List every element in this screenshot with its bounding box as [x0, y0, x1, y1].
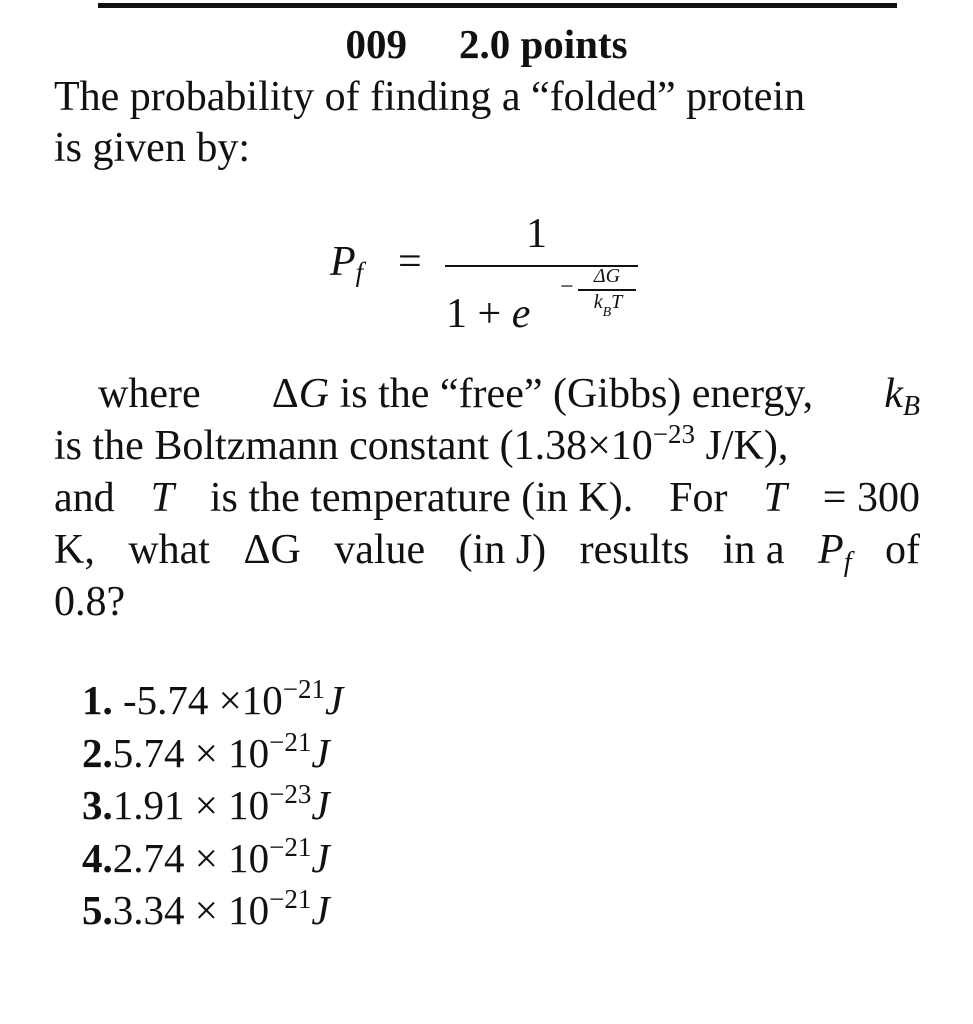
intro-line-1: The probability of finding a “folded” protein [54, 74, 806, 120]
top-rule [98, 3, 897, 8]
formula-lhs: $P_f$ [330, 239, 364, 287]
probability-formula [330, 210, 650, 337]
formula-numerator: 1 [526, 211, 547, 257]
question-number: 009 [345, 21, 407, 67]
answer-choice-3[interactable]: $3.1.91 \times 10^{-23}J$ [82, 779, 330, 828]
body-line-3: and T is the temperature (in K). For T = 300 [54, 475, 920, 521]
exponent-numerator: ΔG [593, 265, 621, 287]
answer-choice-5[interactable]: $5.3.34 \times 10^{-21}J$ [82, 884, 330, 933]
body-line-1: where ΔG is the “free” (Gibbs) energy, $k_B$ [98, 371, 920, 422]
question-heading [0, 20, 973, 68]
body-line-4: K, what ΔG value (in J) results in a $P_f$ of [54, 527, 920, 578]
formula-exponent [560, 265, 640, 320]
question-body [54, 368, 920, 628]
exponent-denominator: $k_BT$ [593, 291, 623, 320]
answer-choice-1[interactable]: 1. $-5.74 \times 10^{-21}J$ [82, 674, 344, 723]
formula-equals: = [398, 239, 422, 285]
exponent-sign: − [560, 274, 574, 300]
question-intro [54, 72, 920, 174]
formula-denominator: 1 + e [446, 291, 531, 337]
answer-choices [82, 674, 343, 937]
answer-choice-4[interactable]: $4.2.74 \times 10^{-21}J$ [82, 831, 330, 881]
question-points: 2.0 points [458, 21, 628, 67]
answer-choice-2[interactable]: $2.5.74 \times 10^{-21}J$ [82, 726, 330, 776]
body-line-2: is the Boltzmann constant ($1.38\times 10^{-23}$ J/K), [54, 419, 789, 469]
body-line-5: 0.8? [54, 579, 126, 625]
intro-line-2: is given by: [54, 125, 250, 171]
